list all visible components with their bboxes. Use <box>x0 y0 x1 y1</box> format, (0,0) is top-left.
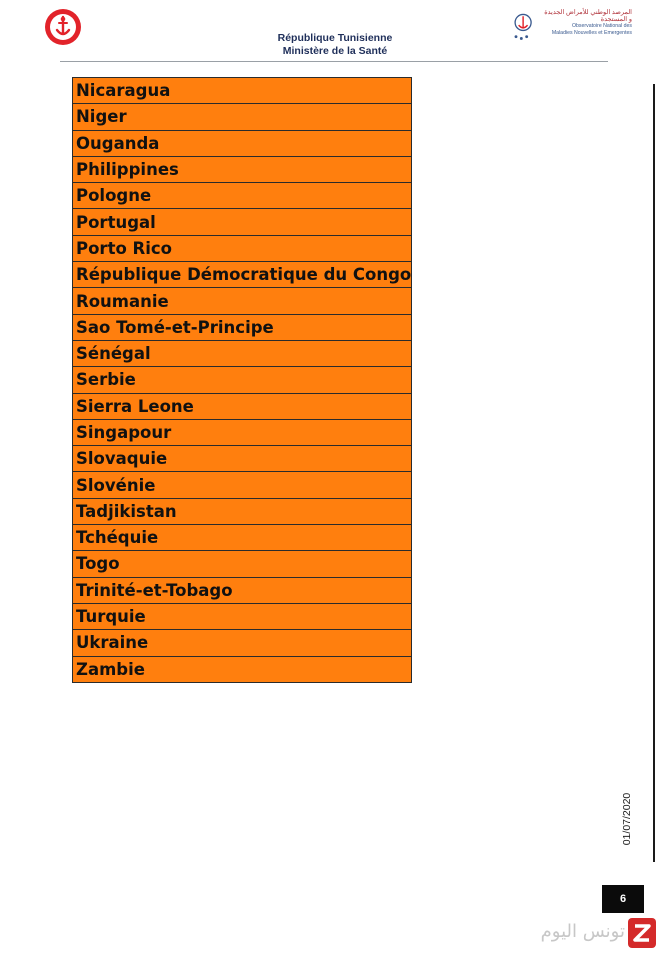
right-margin-bar <box>653 84 655 862</box>
header-line-republic: République Tunisienne <box>277 32 393 44</box>
observatory-logo-text <box>540 10 632 36</box>
observatory-arabic-name: المرصد الوطني للأمراض الجديدة و المستجدة <box>544 9 632 23</box>
table-row <box>73 130 412 156</box>
table-row <box>73 525 412 551</box>
country-cell: Philippines <box>73 156 412 182</box>
document-date: 01/07/2020 <box>621 792 633 846</box>
table-row <box>73 235 412 261</box>
watermark-text: تونس اليوم <box>540 921 625 942</box>
ministry-logo-icon <box>44 8 82 46</box>
table-row <box>73 262 412 288</box>
table-row <box>73 78 412 104</box>
country-cell: Trinité-et-Tobago <box>73 577 412 603</box>
country-table-body <box>73 78 412 683</box>
table-row <box>73 393 412 419</box>
country-cell: Turquie <box>73 603 412 629</box>
table-row <box>73 656 412 682</box>
country-cell: République Démocratique du Congo <box>73 262 412 288</box>
table-row <box>73 419 412 445</box>
table-row <box>73 367 412 393</box>
header-line-ministry: Ministère de la Santé <box>282 45 388 57</box>
country-cell: Portugal <box>73 209 412 235</box>
country-cell: Tchéquie <box>73 525 412 551</box>
table-row <box>73 209 412 235</box>
country-table <box>72 77 412 683</box>
table-row <box>73 446 412 472</box>
country-cell: Tadjikistan <box>73 498 412 524</box>
table-row <box>73 472 412 498</box>
table-row <box>73 183 412 209</box>
header-title <box>250 32 420 58</box>
page-number: 6 <box>602 885 644 913</box>
z-logo-icon <box>627 917 657 949</box>
country-cell: Sierra Leone <box>73 393 412 419</box>
table-row <box>73 630 412 656</box>
observatory-french-line2: Maladies Nouvelles et Emergentes <box>551 29 632 36</box>
country-cell: Ouganda <box>73 130 412 156</box>
table-row <box>73 288 412 314</box>
observatory-logo <box>510 8 632 44</box>
country-cell: Pologne <box>73 183 412 209</box>
country-cell: Niger <box>73 104 412 130</box>
watermark <box>505 917 663 951</box>
country-cell: Togo <box>73 551 412 577</box>
country-cell: Nicaragua <box>73 78 412 104</box>
country-cell: Sénégal <box>73 340 412 366</box>
header-divider <box>60 61 608 62</box>
table-row <box>73 104 412 130</box>
country-cell: Ukraine <box>73 630 412 656</box>
table-row <box>73 551 412 577</box>
country-cell: Zambie <box>73 656 412 682</box>
country-cell: Serbie <box>73 367 412 393</box>
country-cell: Roumanie <box>73 288 412 314</box>
table-row <box>73 498 412 524</box>
country-cell: Slovénie <box>73 472 412 498</box>
table-row <box>73 156 412 182</box>
country-cell: Slovaquie <box>73 446 412 472</box>
country-cell: Porto Rico <box>73 235 412 261</box>
country-cell: Sao Tomé-et-Principe <box>73 314 412 340</box>
table-row <box>73 314 412 340</box>
observatory-emblem-icon <box>510 10 538 42</box>
table-row <box>73 340 412 366</box>
table-row <box>73 577 412 603</box>
observatory-french-line1: Observatoire National des <box>572 23 632 29</box>
country-cell: Singapour <box>73 419 412 445</box>
table-row <box>73 603 412 629</box>
